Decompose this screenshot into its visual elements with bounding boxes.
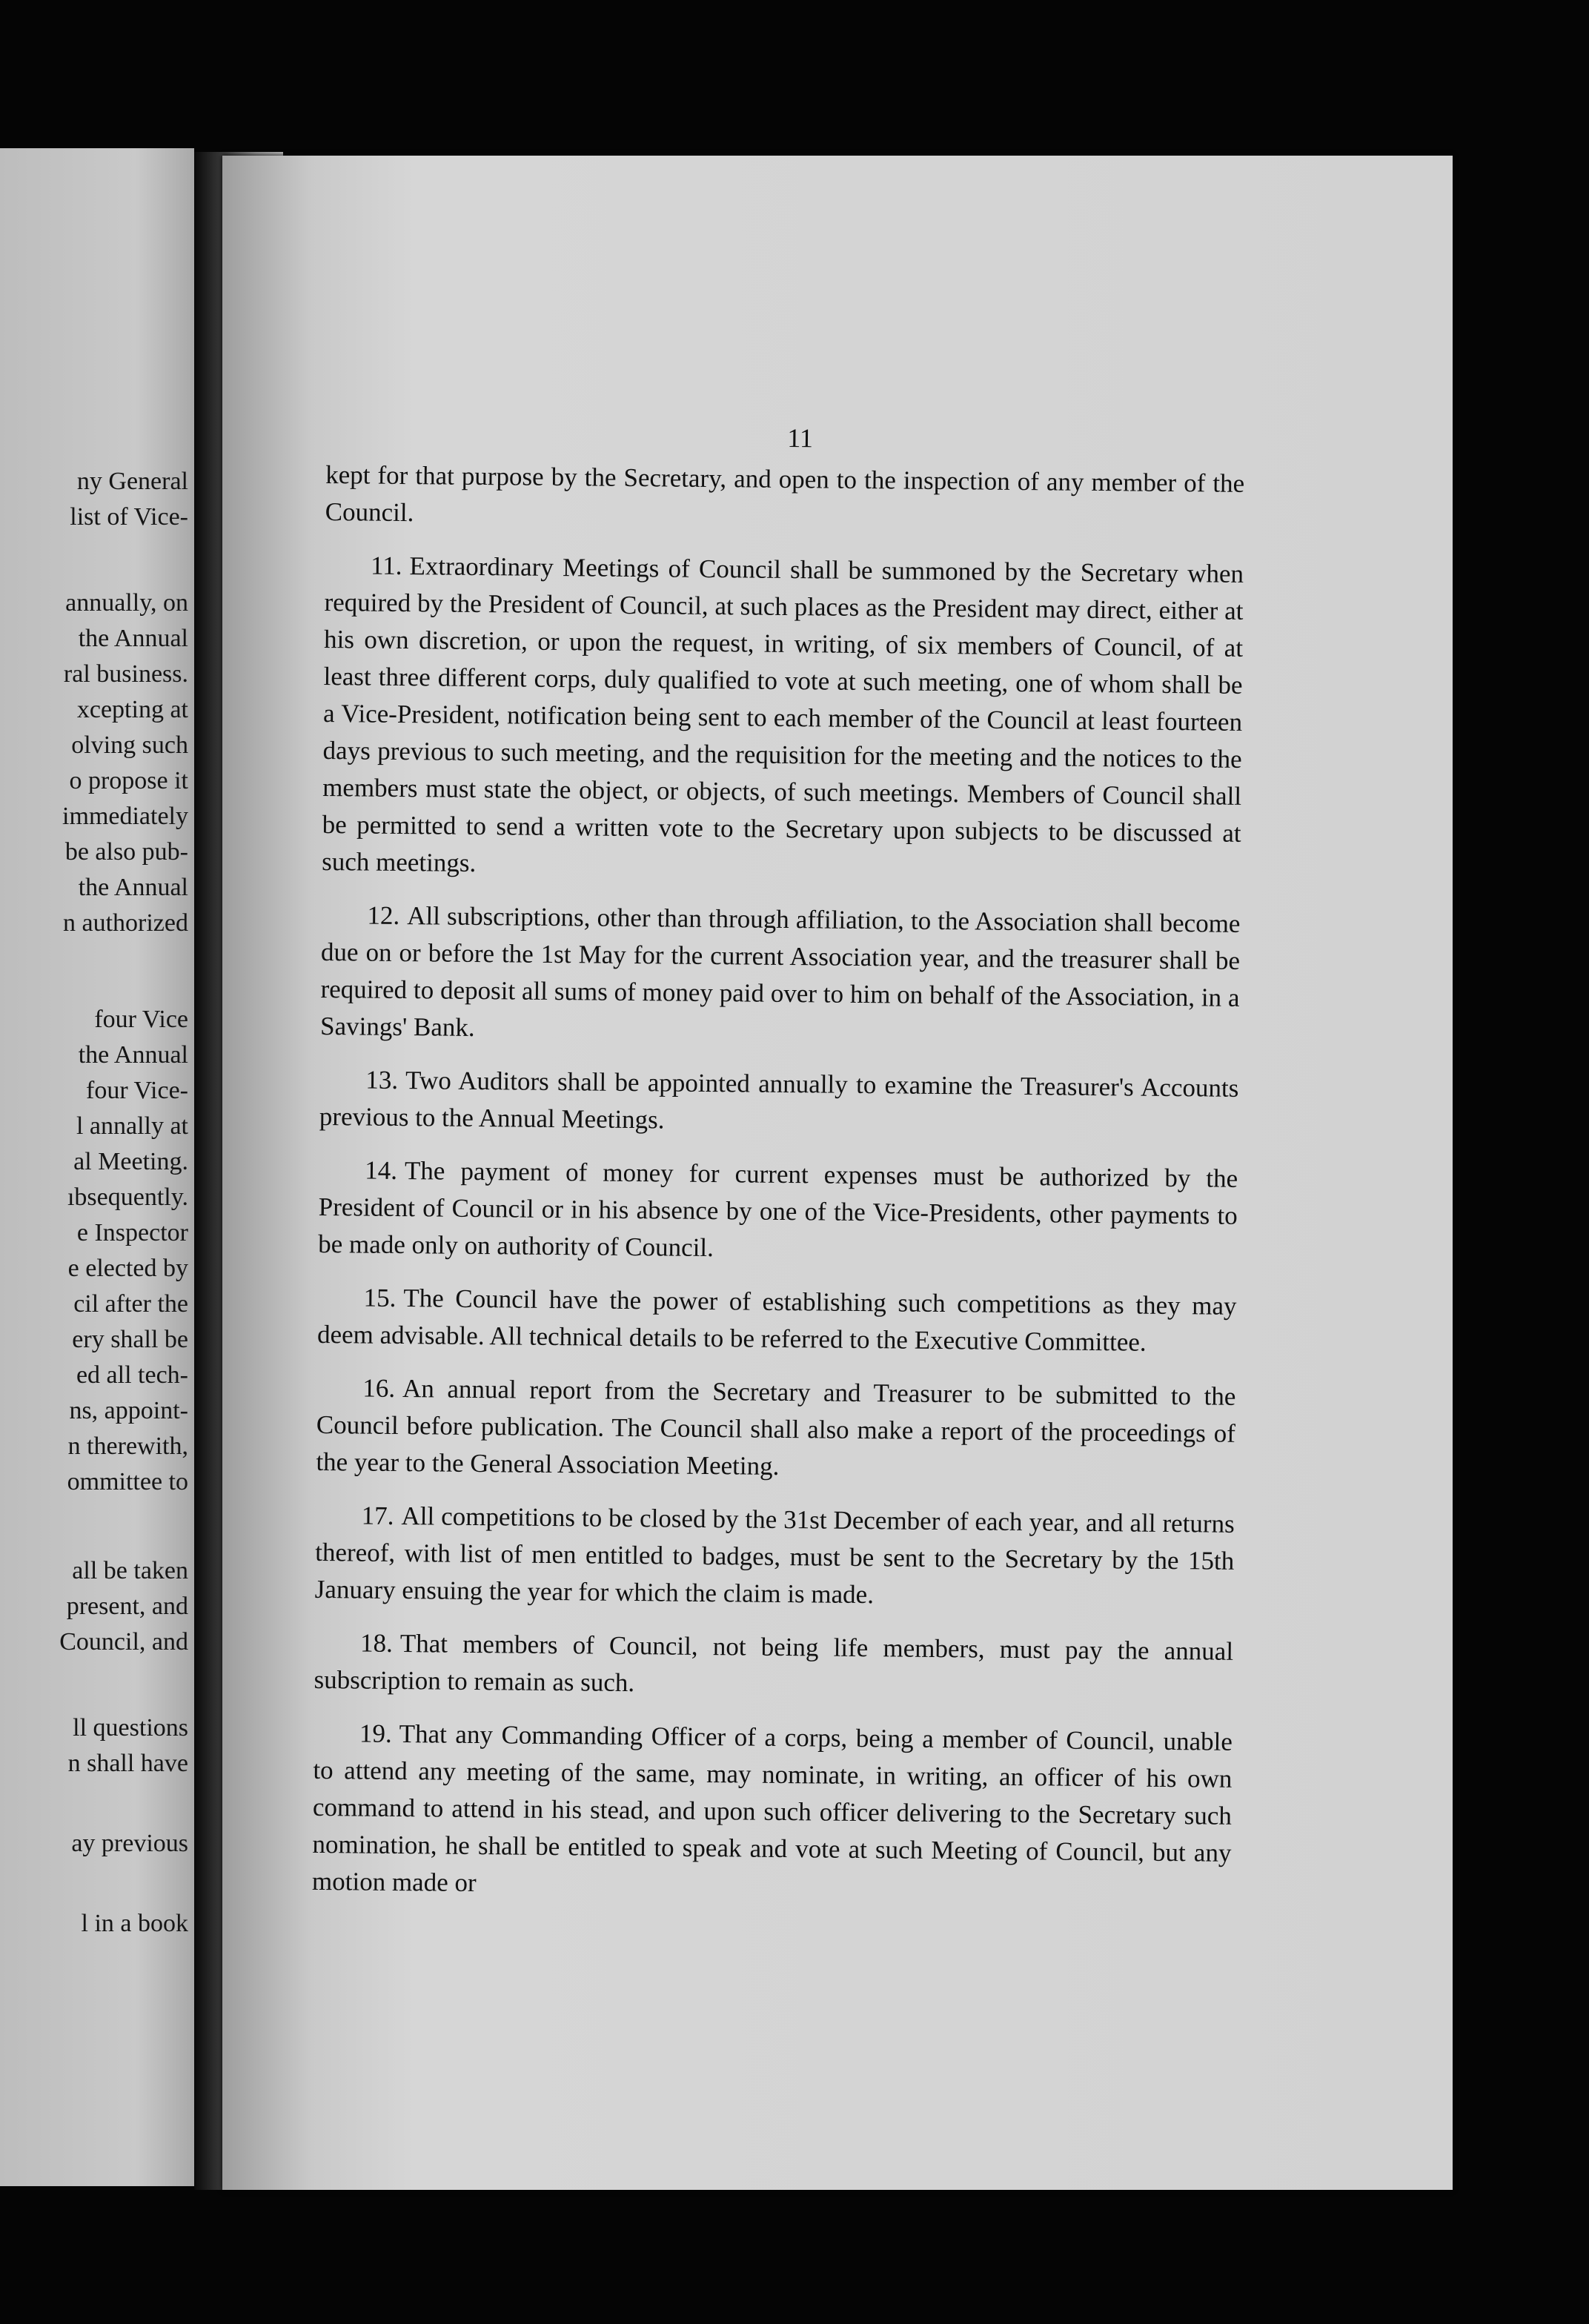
paragraph <box>312 1715 1233 1909</box>
left-fragment: o propose it <box>69 767 188 794</box>
paragraph-text: The payment of money for current expenses must be authorized by the President of Council or in his absence by one of the Vice-Presidents, other payments to be made only on authority of Council. <box>318 1156 1238 1263</box>
left-fragment: four Vice- <box>86 1077 188 1104</box>
left-fragment: ıbsequently. <box>67 1183 188 1211</box>
paragraph-text: Two Auditors shall be appointed annually to examine the Treasurer's Accounts previous to the Annual Meetings. <box>319 1066 1239 1135</box>
paragraph <box>320 897 1241 1054</box>
paragraph-text: That any Commanding Officer of a corps, being a member of Council, unable to attend any meeting of the same, may nominate, in writing, an officer of his own command to attend in his stead, and upon such officer delivering to the Secretary such nomination, he shall be entitled to speak and vote at such Meeting of Council, but any motion made or <box>311 1719 1233 1898</box>
paragraph <box>316 1370 1235 1490</box>
left-page <box>0 148 194 2186</box>
paragraph-number: 16. <box>362 1373 396 1403</box>
left-fragment: l annally at <box>76 1112 188 1140</box>
left-fragment: cil after the <box>73 1290 188 1318</box>
left-fragment: annually, on <box>65 589 188 617</box>
left-fragment: immediately <box>62 803 188 830</box>
left-fragment: ommittee to <box>67 1468 188 1495</box>
left-fragment: Council, and <box>59 1628 188 1656</box>
left-fragment: ny General <box>76 468 188 495</box>
paragraph-number: 18. <box>359 1628 394 1658</box>
paragraph <box>315 1497 1235 1617</box>
left-fragment: e Inspector <box>76 1219 188 1246</box>
paragraph-text: That members of Council, not being life members, must pay the annual subscription to remain as such. <box>314 1629 1234 1698</box>
paragraph-number: 11. <box>370 551 402 580</box>
left-fragment: ral business. <box>63 660 188 688</box>
left-fragment: ll questions <box>73 1714 188 1742</box>
paragraph <box>322 547 1244 889</box>
paragraph-number: 17. <box>361 1501 394 1530</box>
left-fragment: e elected by <box>67 1255 188 1282</box>
left-fragment: the Annual <box>78 625 188 652</box>
paragraph-text: The Council have the power of establishing such competitions as they may deem advisable. All technical details to be referred to the Executive Committee. <box>316 1284 1237 1357</box>
paragraph-number: 14. <box>365 1155 398 1185</box>
paragraph <box>319 1061 1239 1144</box>
left-fragment: n shall have <box>67 1750 188 1777</box>
left-fragment: list of Vice- <box>70 503 188 531</box>
left-fragment: the Annual <box>78 1041 188 1069</box>
left-fragment: n therewith, <box>67 1432 188 1460</box>
left-fragment: ns, appoint- <box>69 1397 188 1424</box>
paragraph-number: 15. <box>363 1283 397 1312</box>
left-fragment: n authorized <box>63 909 188 937</box>
left-fragment: l in a book <box>81 1910 188 1937</box>
page-number: 11 <box>787 422 814 454</box>
paragraph-text: kept for that purpose by the Secretary, and open to the inspection of any member of the Council. <box>325 459 1245 528</box>
paragraph <box>314 1624 1233 1707</box>
left-fragment: be also pub- <box>64 838 188 866</box>
left-fragment: ed all tech- <box>76 1361 188 1389</box>
paragraph <box>318 1152 1238 1272</box>
paragraph-text: An annual report from the Secretary and Treasurer to be submitted to the Council before publication. The Council shall also make a report of the proceedings of the year to the General Association Meeting. <box>316 1374 1236 1481</box>
paragraph-text: All subscriptions, other than through affiliation, to the Association shall become due on or before the 1st May for the current Association year, and the treasurer shall be required to deposit all sums of money paid over to him on behalf of the Association, in a Savings' Bank. <box>319 901 1241 1042</box>
left-fragment: olving such <box>71 731 188 759</box>
left-fragment: ery shall be <box>72 1326 188 1353</box>
left-fragment: four Vice <box>94 1006 188 1033</box>
paragraph-number: 12. <box>367 900 400 930</box>
left-fragment: xcepting at <box>76 696 188 723</box>
paragraph-number: 13. <box>365 1065 399 1095</box>
page-content <box>312 415 1245 1925</box>
paragraph <box>325 456 1245 540</box>
paragraph-text: All competitions to be closed by the 31st December of each year, and all returns thereof, with list of men entitled to badges, must be sent to the Secretary by the 15th January ensuing the year for which the claim is made. <box>314 1501 1235 1610</box>
left-fragment: present, and <box>66 1593 188 1620</box>
paragraph-number: 19. <box>359 1719 392 1748</box>
left-fragment: ay previous <box>71 1830 188 1857</box>
left-fragment: the Annual <box>78 874 188 901</box>
left-fragment: al Meeting. <box>73 1148 188 1175</box>
paragraph <box>317 1279 1237 1362</box>
paragraph-text: Extraordinary Meetings of Council shall be summoned by the Secretary when required by the President of Council, at such places as the President may direct, either at his own discretion, or upon the request, in writing, of six members of Council, of at least three different corps, duly qualified to vote at such meeting, one of whom shall be a Vice-President, notification being sent to each member of the Council at least fourteen days previous to such meeting, and the requisition for the meeting and the notices to the members must state the object, or objects, of such meetings. Members of Council shall be permitted to send a written vote to the Secretary upon subjects to be discussed at such meetings. <box>322 551 1244 877</box>
left-fragment: all be taken <box>72 1557 188 1584</box>
